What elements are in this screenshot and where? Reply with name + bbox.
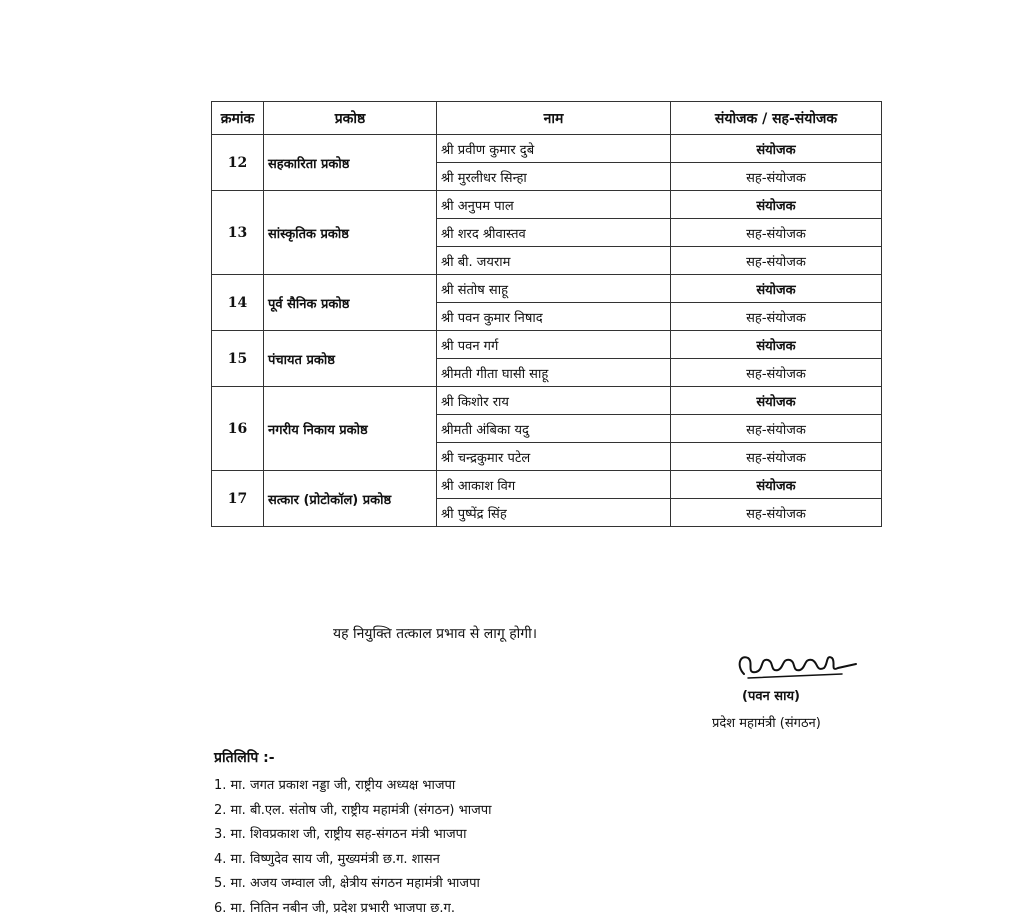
serial-number: 13 <box>212 191 264 275</box>
signature-image <box>730 644 860 684</box>
member-role: संयोजक <box>671 191 882 219</box>
member-name: श्री संतोष साहू <box>437 275 671 303</box>
member-name: श्री चन्द्रकुमार पटेल <box>437 443 671 471</box>
cell-name: सहकारिता प्रकोष्ठ <box>264 135 437 191</box>
cell-name: पंचायत प्रकोष्ठ <box>264 331 437 387</box>
signatory-name: (पवन साय) <box>742 686 800 704</box>
cell-name: नगरीय निकाय प्रकोष्ठ <box>264 387 437 471</box>
serial-number: 17 <box>212 471 264 527</box>
copy-item: 2. मा. बी.एल. संतोष जी, राष्ट्रीय महामंत्री (संगठन) भाजपा <box>214 799 491 824</box>
member-name: श्री अनुपम पाल <box>437 191 671 219</box>
serial-number: 12 <box>212 135 264 191</box>
member-name: श्री मुरलीधर सिन्हा <box>437 163 671 191</box>
cell-name: सांस्कृतिक प्रकोष्ठ <box>264 191 437 275</box>
header-serial: क्रमांक <box>212 102 264 135</box>
member-role: संयोजक <box>671 387 882 415</box>
table-body <box>212 135 882 527</box>
member-name: श्री किशोर राय <box>437 387 671 415</box>
member-name: श्री पवन गर्ग <box>437 331 671 359</box>
member-name: श्री शरद श्रीवास्तव <box>437 219 671 247</box>
table-row <box>212 471 882 499</box>
serial-number: 16 <box>212 387 264 471</box>
copy-list <box>214 774 491 921</box>
header-name: नाम <box>437 102 671 135</box>
member-role: संयोजक <box>671 135 882 163</box>
cell-name: सत्कार (प्रोटोकॉल) प्रकोष्ठ <box>264 471 437 527</box>
copy-item: 3. मा. शिवप्रकाश जी, राष्ट्रीय सह-संगठन मंत्री भाजपा <box>214 823 491 848</box>
copy-item: 4. मा. विष्णुदेव साय जी, मुख्यमंत्री छ.ग. शासन <box>214 848 491 873</box>
effective-notice: यह नियुक्ति तत्काल प्रभाव से लागू होगी। <box>333 624 537 643</box>
table-row <box>212 191 882 219</box>
member-name: श्री पुष्पेंद्र सिंह <box>437 499 671 527</box>
member-name: श्रीमती अंबिका यदु <box>437 415 671 443</box>
table-row <box>212 275 882 303</box>
member-name: श्री प्रवीण कुमार दुबे <box>437 135 671 163</box>
serial-number: 15 <box>212 331 264 387</box>
member-name: श्री पवन कुमार निषाद <box>437 303 671 331</box>
member-name: श्री आकाश विग <box>437 471 671 499</box>
member-role: सह-संयोजक <box>671 443 882 471</box>
member-role: सह-संयोजक <box>671 499 882 527</box>
member-role: सह-संयोजक <box>671 219 882 247</box>
table-header-row <box>212 102 882 135</box>
member-role: संयोजक <box>671 471 882 499</box>
serial-number: 14 <box>212 275 264 331</box>
member-name: श्रीमती गीता घासी साहू <box>437 359 671 387</box>
copy-item: 1. मा. जगत प्रकाश नड्डा जी, राष्ट्रीय अध्यक्ष भाजपा <box>214 774 491 799</box>
member-role: सह-संयोजक <box>671 247 882 275</box>
signatory-title: प्रदेश महामंत्री (संगठन) <box>712 713 821 731</box>
member-role: संयोजक <box>671 275 882 303</box>
member-role: सह-संयोजक <box>671 415 882 443</box>
member-name: श्री बी. जयराम <box>437 247 671 275</box>
header-role: संयोजक / सह-संयोजक <box>671 102 882 135</box>
copy-item: 5. मा. अजय जम्वाल जी, क्षेत्रीय संगठन महामंत्री भाजपा <box>214 872 491 897</box>
member-role: संयोजक <box>671 331 882 359</box>
table-row <box>212 331 882 359</box>
member-role: सह-संयोजक <box>671 303 882 331</box>
table-row <box>212 135 882 163</box>
copy-heading: प्रतिलिपि :- <box>214 748 275 767</box>
table-row <box>212 387 882 415</box>
member-role: सह-संयोजक <box>671 163 882 191</box>
copy-item: 6. मा. नितिन नबीन जी, प्रदेश प्रभारी भाजपा छ.ग. <box>214 897 491 921</box>
appointment-table <box>211 101 882 527</box>
member-role: सह-संयोजक <box>671 359 882 387</box>
cell-name: पूर्व सैनिक प्रकोष्ठ <box>264 275 437 331</box>
header-cell: प्रकोष्ठ <box>264 102 437 135</box>
